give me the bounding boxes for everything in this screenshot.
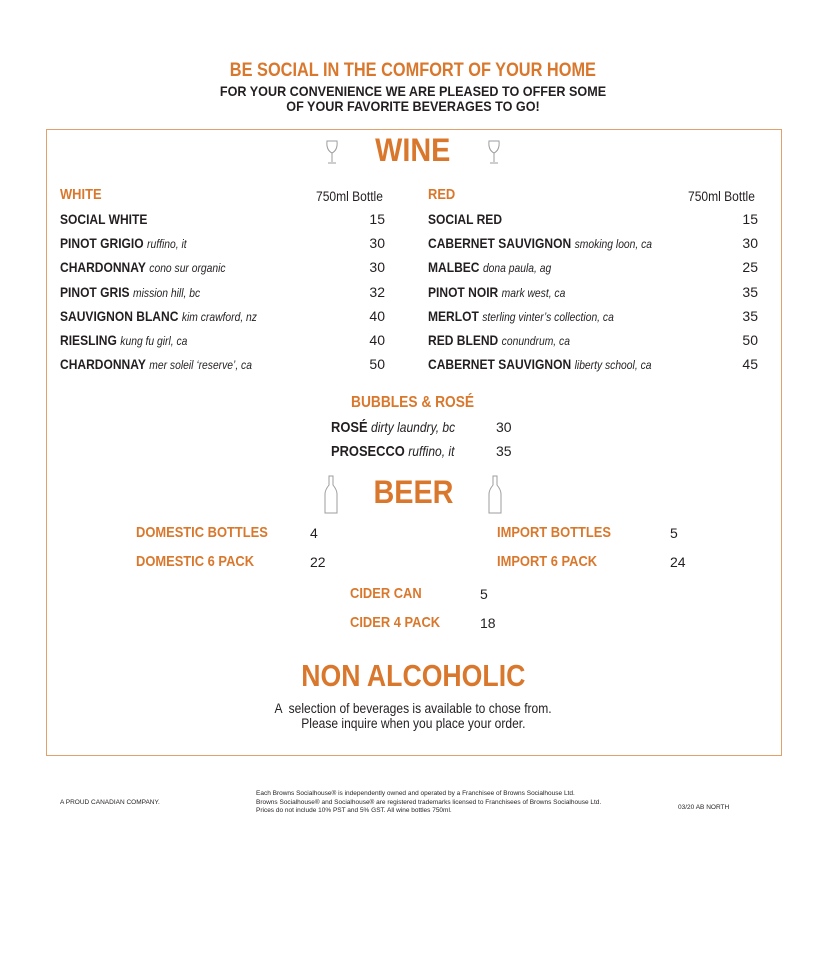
wine-item-producer: mer soleil ‘reserve’, ca — [149, 358, 252, 373]
wine-item-price: 40 — [369, 307, 385, 324]
import-6-pack-price: 24 — [670, 554, 686, 570]
wine-item-price: 30 — [369, 235, 385, 252]
domestic-6-pack-price: 22 — [310, 554, 326, 570]
wine-item-price: 45 — [742, 356, 758, 373]
bubbles-item-producer: dirty laundry, bc — [371, 419, 456, 435]
bubbles-item-price: 35 — [496, 443, 512, 459]
wine-item-name: RED BLEND — [428, 332, 499, 348]
red-heading: RED — [428, 186, 456, 203]
header-line-1: FOR YOUR CONVENIENCE WE ARE PLEASED TO OFFER SOME — [219, 83, 607, 99]
cider-4-pack-label: CIDER 4 PACK — [350, 614, 441, 631]
beer-bottle-icon — [324, 475, 338, 515]
wine-item-price: 15 — [742, 211, 758, 227]
wine-item-name: SAUVIGNON BLANC — [60, 307, 179, 324]
bubbles-item-price: 30 — [496, 419, 512, 435]
wine-title: WINE — [375, 132, 451, 168]
header-title: BE SOCIAL IN THE COMFORT OF YOUR HOME — [229, 60, 597, 81]
wine-item-producer: kung fu girl, ca — [120, 334, 188, 348]
wine-item-price: 25 — [742, 259, 758, 276]
red-size-label: 750ml Bottle — [688, 188, 755, 204]
wine-item-producer: mark west, ca — [501, 285, 566, 300]
beer-bottle-icon — [488, 475, 502, 515]
wine-glass-icon — [324, 140, 340, 166]
wine-item — [60, 284, 223, 300]
wine-item-name: CABERNET SAUVIGNON — [428, 356, 572, 373]
wine-item — [60, 235, 207, 251]
footer-company-tagline: A PROUD CANADIAN COMPANY. — [60, 799, 160, 806]
white-heading: WHITE — [60, 186, 102, 203]
wine-item-name: RIESLING — [60, 332, 117, 348]
non-alcoholic-description — [0, 701, 826, 731]
header-line-2: OF YOUR FAVORITE BEVERAGES TO GO! — [286, 98, 540, 114]
wine-item-price: 30 — [742, 235, 758, 252]
wine-item — [428, 332, 593, 348]
non-alcoholic-line-1: A selection of beverages is available to chose from. — [274, 700, 552, 716]
bubbles-item — [331, 443, 475, 460]
wine-item — [60, 332, 208, 348]
wine-item-producer: liberty school, ca — [574, 358, 652, 373]
cider-can-price: 5 — [480, 586, 488, 602]
non-alcoholic-line-2: Please inquire when you place your order. — [300, 715, 526, 731]
bubbles-item — [331, 419, 475, 436]
wine-item-producer: sterling vinter’s collection, ca — [482, 309, 614, 324]
wine-item-price: 15 — [369, 211, 385, 227]
wine-item-name: CHARDONNAY — [60, 356, 146, 373]
wine-item-price: 35 — [742, 307, 758, 324]
wine-item-producer: kim crawford, nz — [181, 309, 257, 324]
wine-item-price: 50 — [742, 332, 758, 348]
footer-legal-line-2: Browns Socialhouse® and Socialhouse® are registered trademarks licensed to Franchisees of Browns Socialhouse Ltd. — [256, 798, 602, 806]
header-subtitle — [0, 84, 826, 114]
wine-item-producer: conundrum, ca — [501, 334, 570, 348]
wine-item-name: PINOT NOIR — [428, 283, 499, 300]
wine-item-producer: cono sur organic — [149, 261, 226, 276]
wine-item — [60, 308, 289, 324]
wine-item-price: 50 — [369, 356, 385, 373]
footer-legal — [256, 790, 601, 816]
wine-item-producer: mission hill, bc — [133, 285, 201, 300]
wine-item — [428, 284, 588, 300]
wine-section-title — [0, 132, 826, 169]
wine-item-name: PINOT GRIS — [60, 283, 130, 300]
import-6-pack-label: IMPORT 6 PACK — [497, 553, 598, 570]
wine-item — [428, 356, 688, 372]
bubbles-item-name: ROSÉ — [331, 419, 368, 436]
bubbles-item-name: PROSECCO — [331, 443, 405, 460]
wine-item-price: 30 — [369, 259, 385, 276]
import-bottles-price: 5 — [670, 525, 678, 541]
wine-item-name: PINOT GRIGIO — [60, 235, 144, 252]
wine-item-producer: smoking loon, ca — [574, 237, 653, 252]
wine-item — [428, 308, 644, 324]
wine-item-name: MERLOT — [428, 307, 479, 324]
footer-legal-line-3: Prices do not include 10% PST and 5% GST. All wine bottles 750ml. — [256, 807, 452, 814]
bubbles-heading: BUBBLES & ROSÉ — [351, 394, 475, 411]
wine-item-price: 32 — [369, 283, 385, 300]
cider-can-label: CIDER CAN — [350, 585, 422, 602]
wine-item — [428, 211, 514, 227]
wine-item — [60, 259, 253, 275]
wine-item — [60, 356, 283, 372]
wine-item — [428, 235, 689, 251]
wine-item — [60, 211, 162, 227]
wine-item-price: 40 — [369, 332, 385, 348]
footer-code: 03/20 AB NORTH — [678, 804, 730, 811]
domestic-6-pack-label: DOMESTIC 6 PACK — [136, 553, 255, 570]
wine-item-name: MALBEC — [428, 259, 480, 276]
wine-glass-icon — [486, 140, 502, 166]
wine-item-producer: ruffino, it — [147, 237, 187, 252]
beer-title: BEER — [372, 474, 454, 510]
wine-item-name: SOCIAL RED — [428, 211, 503, 227]
wine-item-name: CABERNET SAUVIGNON — [428, 235, 572, 252]
wine-item-name: CHARDONNAY — [60, 259, 146, 276]
cider-4-pack-price: 18 — [480, 615, 496, 631]
wine-item — [428, 259, 571, 275]
wine-item-producer: dona paula, ag — [482, 261, 552, 276]
domestic-bottles-label: DOMESTIC BOTTLES — [136, 524, 268, 541]
bubbles-item-producer: ruffino, it — [408, 443, 455, 459]
import-bottles-label: IMPORT BOTTLES — [497, 524, 611, 541]
footer-legal-line-1: Each Browns Socialhouse® is independently owned and operated by a Franchisee of Browns Socialhouse Ltd. — [256, 790, 575, 797]
wine-item-name: SOCIAL WHITE — [60, 211, 148, 227]
wine-item-price: 35 — [742, 283, 758, 300]
white-size-label: 750ml Bottle — [316, 188, 383, 204]
non-alcoholic-title: NON ALCOHOLIC — [300, 658, 526, 693]
domestic-bottles-price: 4 — [310, 525, 318, 541]
beer-section-title — [0, 474, 826, 515]
